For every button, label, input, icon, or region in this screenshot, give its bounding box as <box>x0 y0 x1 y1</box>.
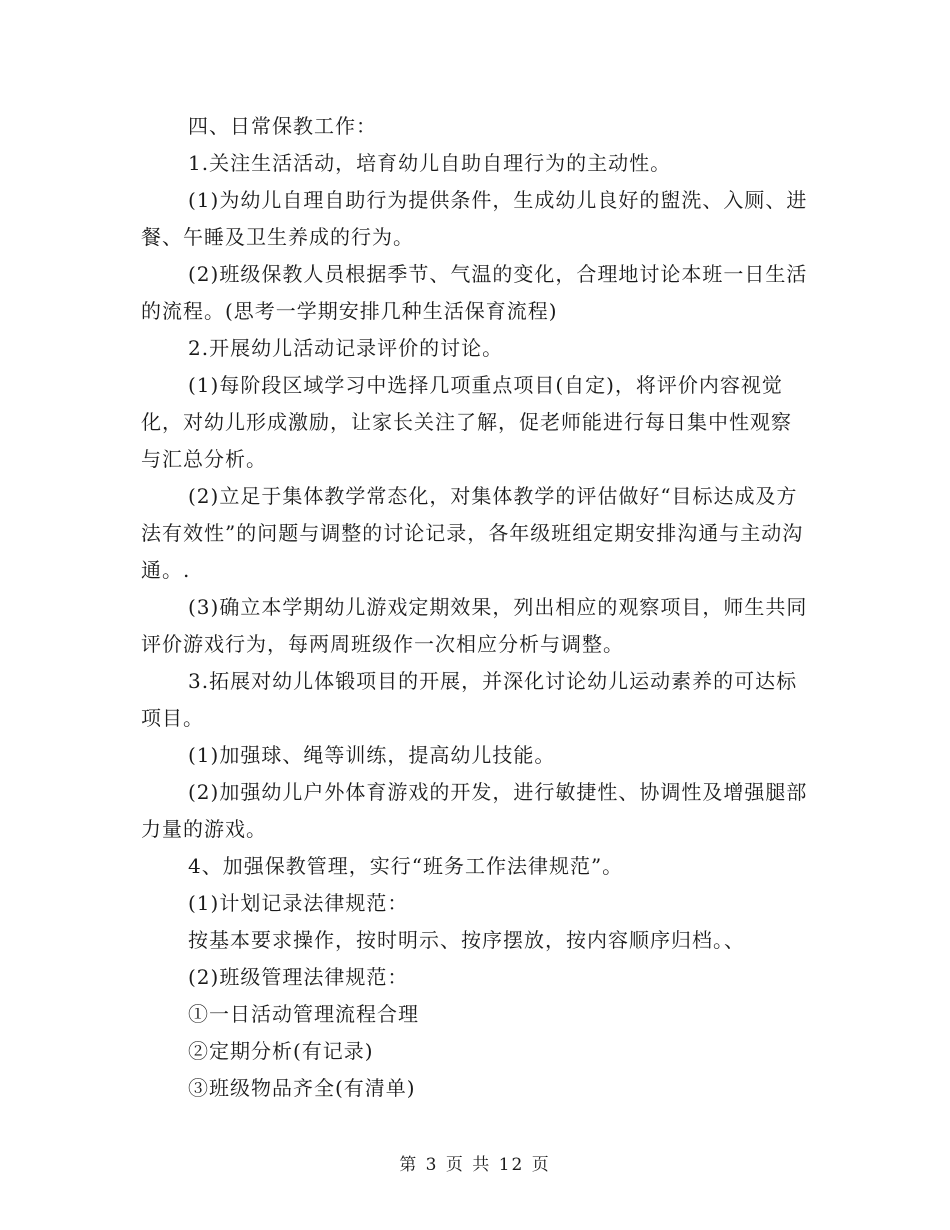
item-1-2: (2)班级保教人员根据季节、气温的变化，合理地讨论本班一日生活的流程。(思考一学期安排几种生活保育流程) <box>141 262 808 323</box>
item-4-2-c: ③班级物品齐全(有清单) <box>188 1076 416 1100</box>
item-1-1: (1)为幼儿自理自助行为提供条件，生成幼儿良好的盥洗、入厕、进餐、午睡及卫生养成的行为。 <box>141 188 808 249</box>
item-2-1: (1)每阶段区域学习中选择几项重点项目(自定)，将评价内容视觉化，对幼儿形成激励，让家长关注了解，促老师能进行每日集中性观察与汇总分析。 <box>141 373 792 471</box>
item-2-heading: 2.开展幼儿活动记录评价的讨论。 <box>188 336 504 360</box>
item-4-1-text: 按基本要求操作，按时明示、按序摆放，按内容顺序归档。、 <box>188 928 745 952</box>
document-body <box>141 108 811 1107</box>
item-4-1: (1)计划记录法律规范： <box>188 891 409 915</box>
item-2-2: (2)立足于集体教学常态化，对集体教学的评估做好“目标达成及方法有效性”的问题与调整的讨论记录，各年级班组定期安排沟通与主动沟通。. <box>141 484 804 582</box>
item-4-2-b: ②定期分析(有记录) <box>188 1039 374 1063</box>
item-4-heading: 4、加强保教管理，实行“班务工作法律规范”。 <box>188 854 624 878</box>
item-3-2: (2)加强幼儿户外体育游戏的开发，进行敏捷性、协调性及增强腿部力量的游戏。 <box>141 780 808 841</box>
item-3-heading: 3.拓展对幼儿体锻项目的开展，并深化讨论幼儿运动素养的可达标项目。 <box>141 669 798 730</box>
item-2-3: (3)确立本学期幼儿游戏定期效果，列出相应的观察项目，师生共同评价游戏行为，每两周班级作一次相应分析与调整。 <box>141 595 808 656</box>
page-number-footer: 第 3 页 共 12 页 <box>399 1155 551 1175</box>
item-4-2-a: ①一日活动管理流程合理 <box>188 1002 419 1026</box>
item-4-2: (2)班级管理法律规范： <box>188 965 409 989</box>
section-heading-daily-care: 四、日常保教工作： <box>188 114 377 138</box>
item-1-heading: 1.关注生活活动，培育幼儿自助自理行为的主动性。 <box>188 151 672 175</box>
item-3-1: (1)加强球、绳等训练，提高幼儿技能。 <box>188 743 556 767</box>
